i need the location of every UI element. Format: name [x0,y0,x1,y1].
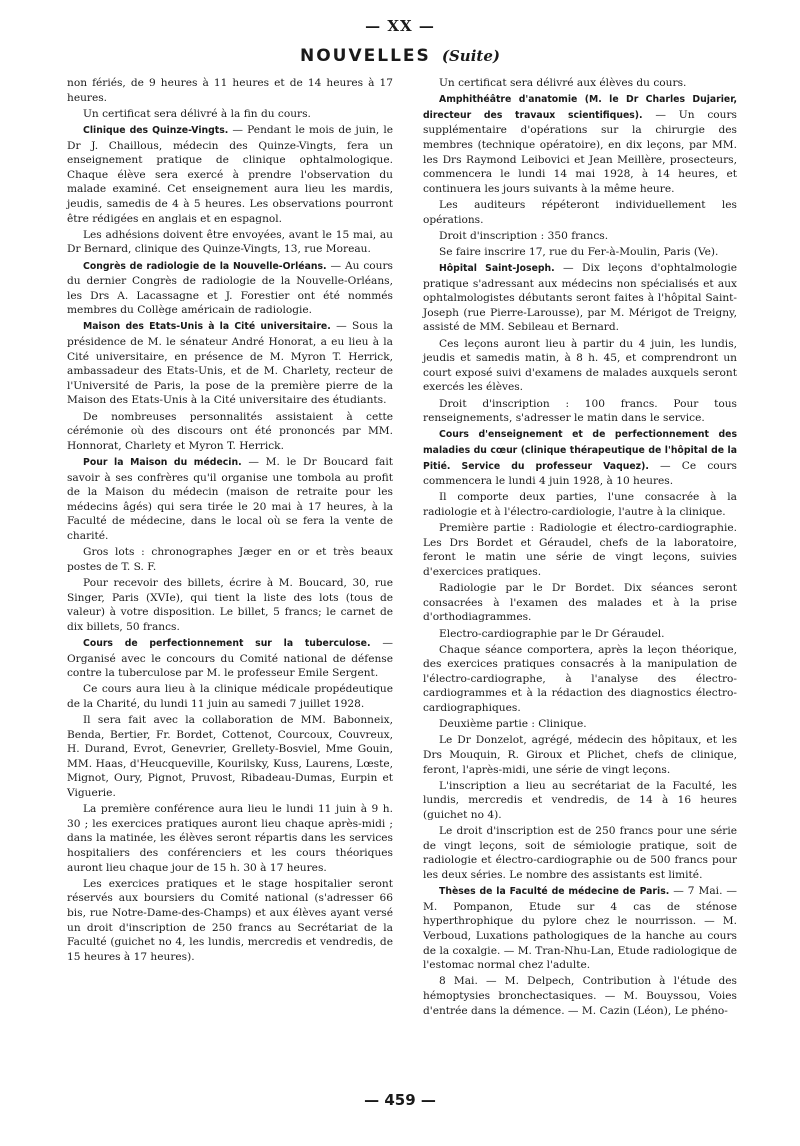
paragraph-text: Le droit d'inscription est de 250 francs pour une série de vingt leçons, soit de sémiologie pratique, soit de radiologie et électro-cardiographie ou de 500 francs pour les deux séries. Le nombre des assistants est limité. [423,825,737,881]
paragraph-text: Un certificat sera délivré à la fin du cours. [83,107,311,120]
paragraph [67,228,393,257]
paragraph [423,92,737,196]
paragraph-text: Pour recevoir des billets, écrire à M. Boucard, 30, rue Singer, Paris (XVIe), qui tient la liste des lots (tous de valeur) à votre disposition. Le billet, 5 francs; le carnet de dix billets, 50 francs. [67,576,393,633]
paragraph-text: Ce cours aura lieu à la clinique médicale propédeutique de la Charité, du lundi 11 juin au samedi 7 juillet 1928. [67,683,393,710]
paragraph [423,490,737,519]
paragraph-text: Le Dr Donzelot, agrégé, médecin des hôpitaux, et les Drs Mouquin, R. Giroux et Plichet, chefs de clinique, feront, l'après-midi, une série de vingt leçons. [423,734,737,776]
section-title-suffix: (Suite) [441,47,500,65]
paragraph [67,877,393,965]
paragraph [423,824,737,882]
paragraph [423,261,737,335]
paragraph [423,627,737,642]
news-item-heading: Cours de perfectionnement sur la tuberculose. [83,637,371,649]
news-item-heading: Hôpital Saint-Joseph. [439,263,555,275]
paragraph-text: 8 Mai. — M. Delpech, Contribution à l'étude des hémoptysies bronchectasiques. — M. Bouyssou, Voies d'entrée dans la démence. — M. Cazin (Léon), Le phéno- [423,975,737,1017]
news-item-heading: Clinique des Quinze-Vingts. [83,124,229,136]
section-title [0,46,800,66]
paragraph-text: non fériés, de 9 heures à 11 heures et de 14 heures à 17 heures. [67,77,393,104]
news-item-heading: Maison des Etats-Unis à la Cité universitaire. [83,321,331,333]
paragraph-text: L'inscription a lieu au secrétariat de la Faculté, les lundis, mercredis et vendredis, de 14 à 16 heures (guichet no 4). [423,779,737,821]
paragraph [67,713,393,801]
news-item-heading: Cours d'enseignement et de perfectionnement des maladies du cœur (clinique thérapeutique de l'hôpital de la Pitié. Service du professeur Vaquez). [423,429,737,472]
paragraph-text: Droit d'inscription : 350 francs. [439,229,609,242]
paragraph-text: — Pendant le mois de juin, le Dr J. Chaillous, médecin des Quinze-Vingts, fera un enseignement pratique de clinique ophtalmologique. Chaque élève sera exercé à prendre l'observation du malade examiné. Cet enseignement aura lieu les mardis, jeudis, samedis de 4 à 5 heures. Les observations pourront être rédigées en anglais et en espagnol. [67,123,393,225]
paragraph [67,410,393,454]
paragraph-text: Ces leçons auront lieu à partir du 4 juin, les lundis, jeudis et samedis matin, à 8 h. 45, et comprendront un court exposé suivi d'examens de malades auxquels seront exercés les élèves. [423,337,737,394]
paragraph-text: Première partie : Radiologie et électro-cardiographie. Les Drs Bordet et Géraudel, chefs de la laboratoire, feront le matin une série de vingt leçons, suivies d'exercices pratiques. [423,522,737,578]
paragraph [423,245,737,260]
paragraph [67,259,393,318]
paragraph-text: Droit d'inscription : 100 francs. Pour tous renseignements, s'adresser le matin dans le service. [423,397,737,425]
paragraph [67,576,393,634]
paragraph-text: — Au cours du dernier Congrès de radiologie de la Nouvelle-Orléans, les Drs A. Lacassagne et J. Forestier ont été nommés membres du Collège américain de radiologie. [67,259,393,317]
page-number: — 459 — [364,1091,436,1109]
paragraph-text: Il comporte deux parties, l'une consacrée à la radiologie et à l'électro-cardiologie, l'autre à la clinique. [423,491,737,518]
paragraph-text: Les adhésions doivent être envoyées, avant le 15 mai, au Dr Bernard, clinique des Quinze-Vingts, 13, rue Moreau. [67,228,393,256]
paragraph [423,717,737,732]
paragraph-text: — M. le Dr Boucard fait savoir à ses confrères qu'il organise une tombola au profit de la Maison du médecin (maison de retraite pour les médecins âgés) qui sera tirée le 20 mai à 17 heures, à la Faculté de médecine, dans le local où se fera la vente de charité. [67,456,393,542]
paragraph-text: La première conférence aura lieu le lundi 11 juin à 9 h. 30 ; les exercices pratiques auront lieu chaque après-midi ; dans la matinée, les élèves seront répartis dans les services hospitaliers des conférenciers et les cours théoriques auront lieu chaque jour de 15 h. 30 à 17 heures. [67,803,393,874]
paragraph [423,427,737,488]
paragraph-text: — 7 Mai. — M. Pompanon, Etude sur 4 cas de sténose hyperthrophique du pylore chez le nourrisson. — M. Verboud, Luxations pathologiques de la hanche au cours de la coxalgie. — M. Tran-Nhu-Lan, Etude radiologique de l'estomac normal chez l'adulte. [423,885,737,972]
paragraph [423,198,737,227]
paragraph [423,779,737,823]
paragraph [67,682,393,711]
news-item-heading: Congrès de radiologie de la Nouvelle-Orléans. [83,260,327,272]
paragraph [67,76,393,105]
news-item-heading: Pour la Maison du médecin. [83,457,242,468]
paragraph [423,521,737,579]
paragraph [67,123,393,226]
paragraph [67,545,393,574]
paragraph [423,229,737,244]
paragraph [423,974,737,1018]
paragraph-text: Se faire inscrire 17, rue du Fer-à-Moulin, Paris (Ve). [439,245,719,258]
paragraph-text: — Ce cours commencera le lundi 4 juin 1928, à 10 heures. [423,459,737,488]
paragraph-text: Les auditeurs répéteront individuellement les opérations. [423,198,737,226]
paragraph [67,802,393,875]
paragraph-text: Deuxième partie : Clinique. [439,718,587,731]
news-item-heading: Amphithéâtre d'anatomie (M. le Dr Charles Dujarier, directeur des travaux scientifiques). [423,94,737,121]
paragraph-text: — Sous la présidence de M. le sénateur André Honorat, a eu lieu à la Cité universitaire, en présence de M. Myron T. Herrick, ambassadeur des Etats-Unis, et de M. Charlety, recteur de l'Université de Paris, la pose de la première pierre de la Maison des Etats-Unis à la Cité universitaire des étudiants. [67,320,394,407]
news-item-heading: Thèses de la Faculté de médecine de Paris. [439,886,670,898]
paragraph [423,337,737,395]
paragraph [67,319,393,408]
paragraph-text: — Organisé avec le concours du Comité national de défense contre la tuberculose par M. le professeur Emile Sergent. [67,636,393,680]
running-head: — XX — [365,17,435,35]
paragraph-text: Un certificat sera délivré aux élèves du cours. [439,77,687,89]
paragraph-text: Chaque séance comportera, après la leçon théorique, des exercices pratiques consacrés à la manipulation de l'électro-cardiographe, à l'analyse des électro-cardiogrammes et à la rédaction des diagnostics électro-cardiographiques. [423,643,737,715]
paragraph-text: De nombreuses personnalités assistaient à cette cérémonie où des discours ont été prononcés par MM. Honnorat, Charlety et Myron T. Herrick. [67,410,393,452]
paragraph [423,581,737,625]
paragraph [423,76,737,91]
left-column [67,76,393,966]
paragraph-text: — Dix leçons d'ophtalmologie pratique s'adressant aux médecins non spécialisés et aux ophtalmologistes débutants seront faites à l'hôpital Saint-Joseph (rue Pierre-Larousse), par M. Mérigot de Treigny, assisté de MM. Sebileau et Bernard. [423,262,738,334]
paragraph-text: Radiologie par le Dr Bordet. Dix séances seront consacrées à l'examen des malades et à la prise d'orthodiagrammes. [423,582,737,624]
paragraph [423,733,737,777]
paragraph-text: Il sera fait avec la collaboration de MM. Babonneix, Benda, Bertier, Fr. Bordet, Cottenot, Courcoux, Couvreux, H. Durand, Evrot, Genevrier, Grellety-Bosviel, Mme Gouin, MM. Haas, d'Heucqueville, Kourilsky, Kuss, Laurens, Lœste, Mignot, Oury, Pignot, Pruvost, Ribadeau-Dumas, Eurpin et Viguerie. [67,714,393,800]
paragraph-text: Electro-cardiographie par le Dr Géraudel. [439,627,665,640]
paragraph [423,884,737,973]
paragraph [423,397,737,426]
paragraph [67,455,393,544]
right-column [423,76,737,1020]
paragraph-text: — Un cours supplémentaire d'opérations sur la chirurgie des membres (technique opératoire), en dix leçons, par MM. les Drs Raymond Leibovici et Jean Meillère, prosecteurs, commencera le lundi 14 mai 1928, à 14 heures, et continuera les jours suivants à la même heure. [423,108,737,195]
paragraph [423,643,737,716]
paragraph-text: Gros lots : chronographes Jæger en or et très beaux postes de T. S. F. [67,546,393,573]
paragraph-text: Les exercices pratiques et le stage hospitalier seront réservés aux boursiers du Comité national (s'adresser 66 bis, rue Notre-Dame-des-Champs) et aux élèves ayant versé un droit d'inscription de 250 francs au Secrétariat de la Faculté (guichet no 4, les lundis, mercredis et vendredis, de 15 heures à 17 heures). [67,877,393,963]
paragraph [67,107,393,122]
paragraph [67,636,393,681]
section-title-main: NOUVELLES [300,46,431,66]
